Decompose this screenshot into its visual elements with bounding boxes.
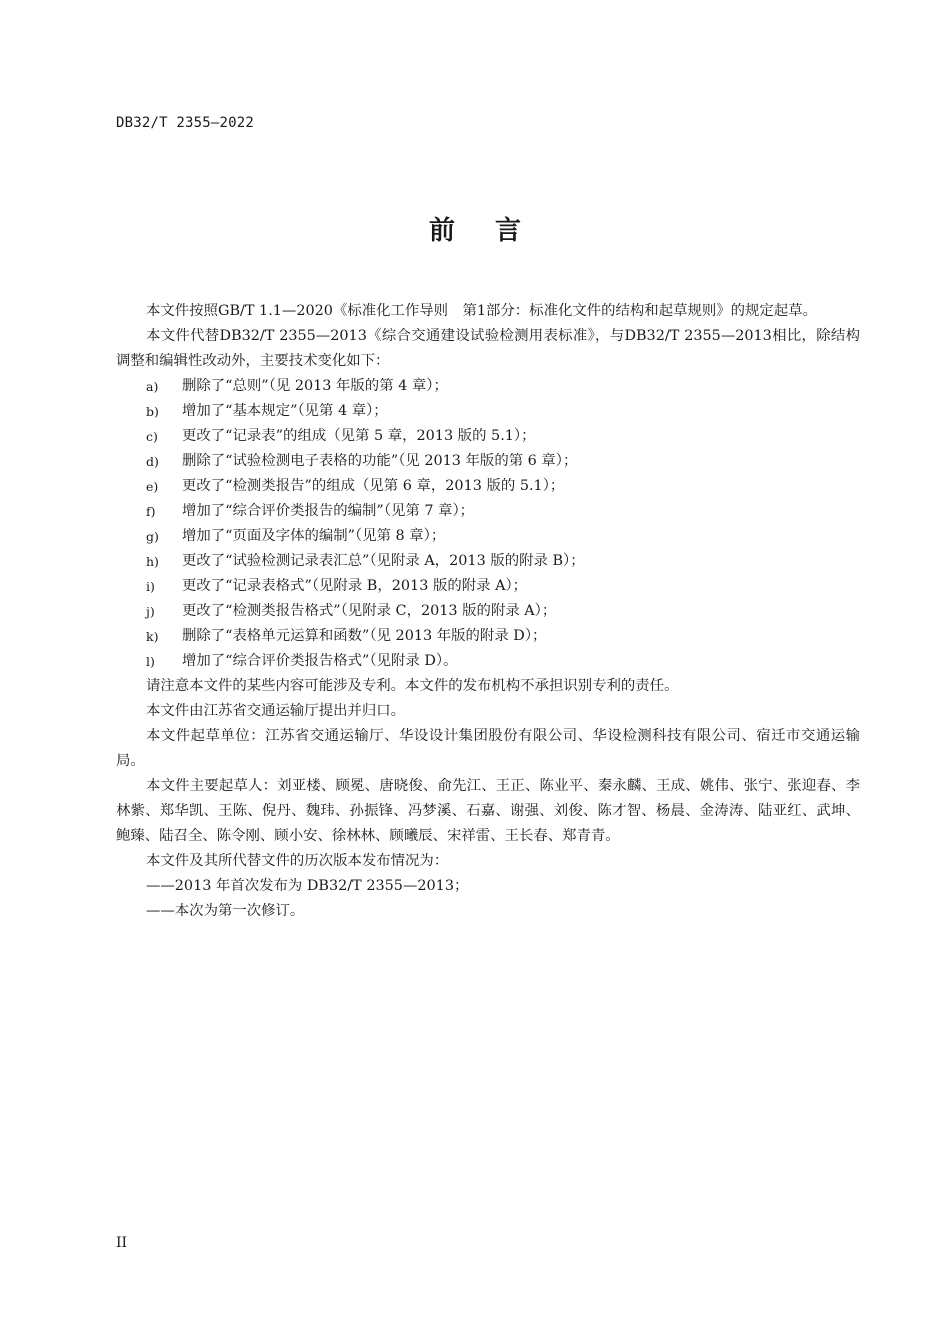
page-title: 前言 xyxy=(428,216,561,246)
list-marker: c) xyxy=(146,429,158,444)
list-marker: h) xyxy=(146,554,159,569)
list-item-text: 增加了“页面及字体的编制”（见第 8 章）； xyxy=(182,528,446,544)
list-marker: b) xyxy=(146,404,159,419)
list-item-text: 更改了“记录表格式”（见附录 B，2013 版的附录 A）； xyxy=(182,578,528,594)
paragraph-patent-notice: 请注意本文件的某些内容可能涉及专利。本文件的发布机构不承担识别专利的责任。 xyxy=(146,678,679,694)
list-item-text: 删除了“表格单元运算和函数”（见 2013 年版的附录 D）； xyxy=(182,628,547,644)
list-item xyxy=(116,574,860,599)
list-item xyxy=(116,549,860,574)
paragraph-replacement: 本文件代替DB32/T 2355—2013《综合交通建设试验检测用表标准》，与DB32/T 2355—2013相比，除结构调整和编辑性改动外，主要技术变化如下： xyxy=(116,328,860,369)
document-code-header: DB32/T 2355—2022 xyxy=(116,115,255,131)
list-item xyxy=(116,599,860,624)
list-item xyxy=(116,499,860,524)
list-item xyxy=(116,474,860,499)
paragraph-drafting-rules: 本文件按照GB/T 1.1—2020《标准化工作导则 第1部分：标准化文件的结构和起草规则》的规定起草。 xyxy=(146,303,817,319)
list-marker: a) xyxy=(146,379,159,394)
list-item-text: 更改了“检测类报告格式”（见附录 C，2013 版的附录 A）； xyxy=(182,603,557,619)
list-item-text: 增加了“综合评价类报告的编制”（见第 7 章）； xyxy=(182,503,475,519)
list-marker: i) xyxy=(146,579,155,594)
list-marker: g) xyxy=(146,529,159,544)
paragraph-drafters: 本文件主要起草人：刘亚楼、顾冕、唐晓俊、俞先江、王正、陈业平、秦永麟、王成、姚伟、张宁、张迎春、李林紫、郑华凯、王陈、倪丹、魏玮、孙振锋、冯梦溪、石嘉、谢强、刘俊、陈才智、杨晨、金涛涛、陆亚红、武坤、鲍臻、陆召全、陈令刚、顾小安、徐林林、顾曦辰、宋祥雷、王长春、郑青青。 xyxy=(116,778,860,844)
list-item xyxy=(116,449,860,474)
list-item-text: 增加了“基本规定”（见第 4 章）； xyxy=(182,403,388,419)
foreword-body xyxy=(116,299,860,924)
list-item-text: 更改了“检测类报告”的组成（见第 6 章，2013 版的 5.1）； xyxy=(182,478,565,494)
list-marker: d) xyxy=(146,454,159,469)
list-item xyxy=(116,374,860,399)
paragraph-proposer: 本文件由江苏省交通运输厅提出并归口。 xyxy=(146,703,406,719)
paragraph-drafting-units: 本文件起草单位：江苏省交通运输厅、华设设计集团股份有限公司、华设检测科技有限公司、宿迁市交通运输局。 xyxy=(116,728,860,769)
list-marker: e) xyxy=(146,479,159,494)
paragraph-history-intro: 本文件及其所代替文件的历次版本发布情况为： xyxy=(146,853,449,869)
list-marker: f) xyxy=(146,504,156,519)
list-item-text: 更改了“记录表”的组成（见第 5 章，2013 版的 5.1）； xyxy=(182,428,536,444)
history-line: ——本次为第一次修订。 xyxy=(146,903,305,919)
list-marker: l) xyxy=(146,654,155,669)
list-item xyxy=(116,649,860,674)
list-item-text: 增加了“综合评价类报告格式”（见附录 D）。 xyxy=(182,653,458,669)
list-marker: j) xyxy=(146,604,155,619)
list-item xyxy=(116,424,860,449)
list-item-text: 删除了“总则”（见 2013 年版的第 4 章）； xyxy=(182,378,448,394)
list-item xyxy=(116,624,860,649)
list-item-text: 删除了“试验检测电子表格的功能”（见 2013 年版的第 6 章）； xyxy=(182,453,578,469)
page-number: II xyxy=(116,1235,128,1251)
list-item xyxy=(116,524,860,549)
list-item xyxy=(116,399,860,424)
history-line: ——2013 年首次发布为 DB32/T 2355—2013； xyxy=(146,878,469,894)
list-item-text: 更改了“试验检测记录表汇总”（见附录 A，2013 版的附录 B）； xyxy=(182,553,585,569)
list-marker: k) xyxy=(146,629,159,644)
changes-list xyxy=(116,374,860,674)
